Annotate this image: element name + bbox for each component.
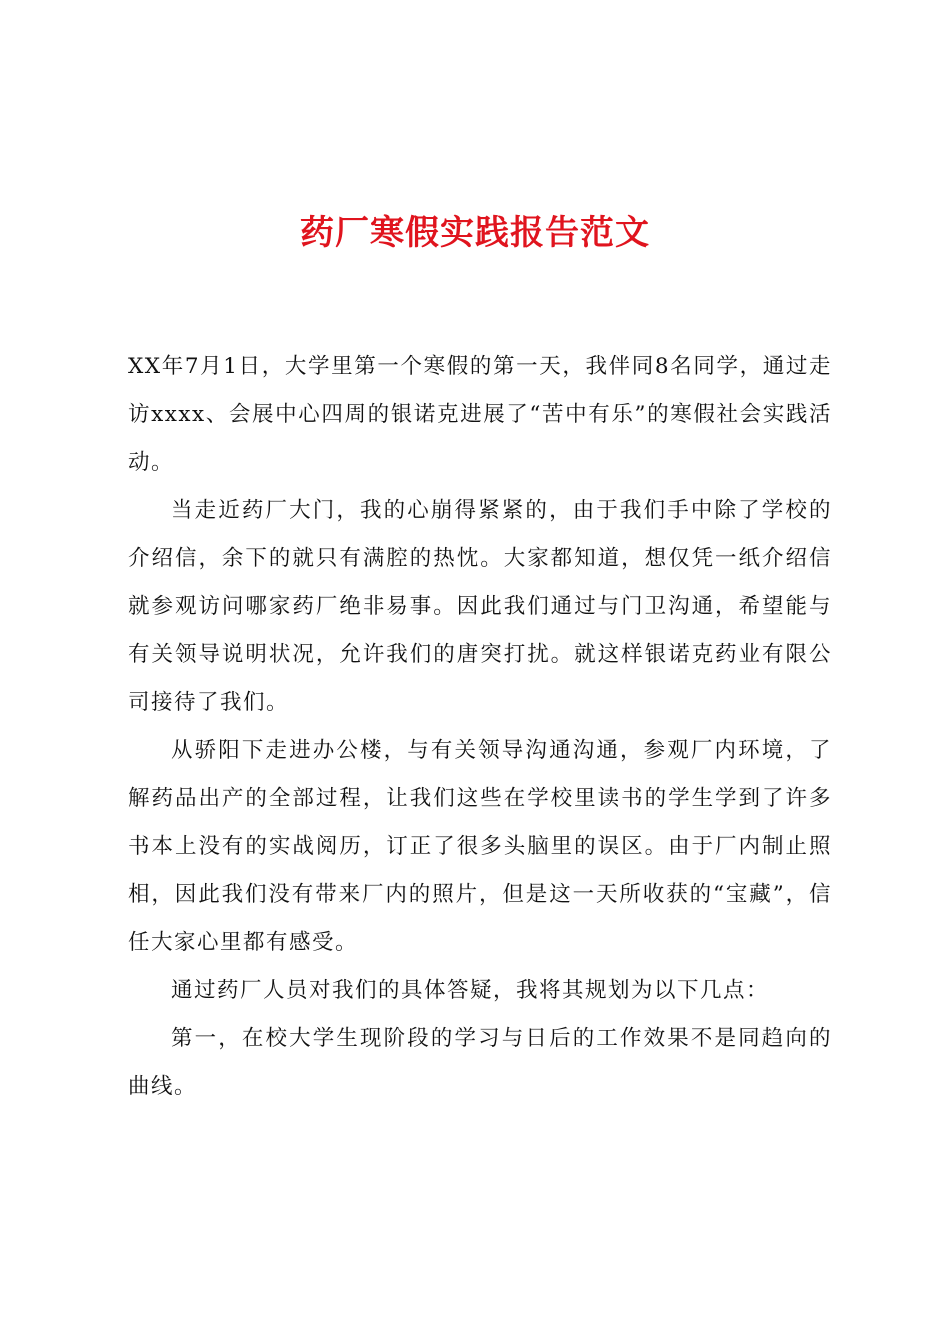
paragraph-1: XX年7月1日，大学里第一个寒假的第一天，我伴同8名同学，通过走访xxxx、会展中心四周的银诺克进展了“苦中有乐”的寒假社会实践活动。 [128,354,832,475]
paragraph-3: 从骄阳下走进办公楼，与有关领导沟通沟通，参观厂内环境，了解药品出产的全部过程，让我们这些在学校里读书的学生学到了许多书本上没有的实战阅历，订正了很多头脑里的误区。由于厂内制止照相，因此我们没有带来厂内的照片，但是这一天所收获的“宝藏”，信任大家心里都有感受。 [128,738,832,955]
paragraph-2: 当走近药厂大门，我的心崩得紧紧的，由于我们手中除了学校的介绍信，余下的就只有满腔的热忱。大家都知道，想仅凭一纸介绍信就参观访问哪家药厂绝非易事。因此我们通过与门卫沟通，希望能与有关领导说明状况，允许我们的唐突打扰。就这样银诺克药业有限公司接待了我们。 [128,498,832,715]
document-title: 药厂寒假实践报告范文 [300,213,650,253]
document-body [128,343,832,1111]
paragraph-5: 第一，在校大学生现阶段的学习与日后的工作效果不是同趋向的曲线。 [128,1026,832,1099]
paragraph-4: 通过药厂人员对我们的具体答疑，我将其规划为以下几点： [171,978,770,1003]
